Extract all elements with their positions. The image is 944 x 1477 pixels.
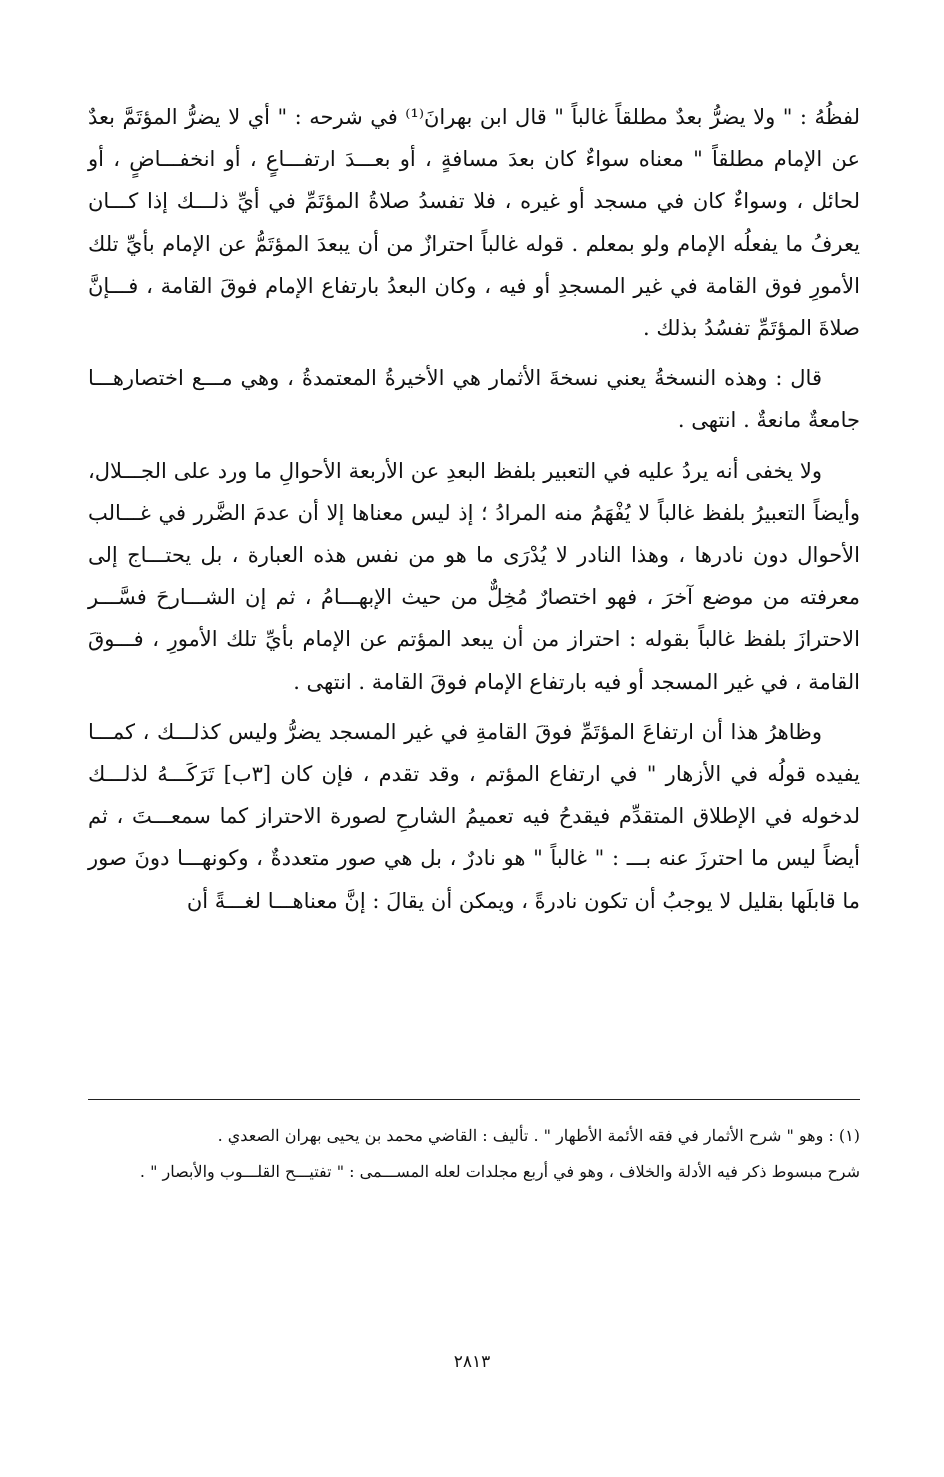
paragraph-2: قال : وهذه النسخةُ يعني نسخةَ الأثمار هي الأخيرةُ المعتمدةُ ، وهي مـــع اختصارهـــا جامعةٌ مانعةٌ . انتهى . — [88, 366, 860, 433]
paragraph-1: لفظُهُ : " ولا يضرُّ بعدٌ مطلقاً غالباً " قال ابن بهرانَ⁽¹⁾ في شرحه : " أي لا يضرُّ المؤتَمَّ بعدٌ عن الإمام مطلقاً " معناه سواءٌ كان بعدَ مسافةٍ ، أو بعـــدَ ارتفـــاعٍ ، أو انخفـــاضٍ ، أو لحائل ، وسواءٌ كان في مسجد أو غيره ، فلا تفسدُ صلاةُ المؤتَمِّ في أيِّ ذلـــك إذا كـــان يعرفُ ما يفعلُه الإمام ولو بمعلم . قوله غالباً احترازٌ من أن يبعدَ المؤتَمُّ عن الإمام بأيِّ تلك الأمورِ فوق القامة في غير المسجدِ أو فيه ، وكان البعدُ بارتفاع الإمام فوقَ القامة ، فـــإنَّ صلاةَ المؤتَمِّ تفسُدُ بذلك . — [88, 105, 861, 341]
page-number: ٢٨١٣ — [453, 1352, 491, 1372]
footnote-1: (١) : وهو " شرح الأثمار في فقه الأئمة الأطهار " . تأليف : القاضي محمد بن يحيى بهران الصعدي . — [217, 1126, 860, 1145]
footnotes — [88, 1118, 860, 1190]
paragraph-4: وظاهرُ هذا أن ارتفاعَ المؤتَمِّ فوقَ القامةِ في غير المسجد يضرُّ وليس كذلـــك ، كمـــا يفيده قولُه في الأزهار " في ارتفاع المؤتم ، وقد تقدم ، فإن كان [٣ب] تَرَكَـــهُ لذلـــك لدخوله في الإطلاق المتقدِّم فيقدحُ فيه تعميمُ الشارحِ لصورة الاحتراز كما سمعـــتَ ، ثم أيضاً ليس ما احترزَ عنه بـــ : " غالباً " هو نادرٌ ، بل هي صور متعددةٌ ، وكونهـــا دونَ صور ما قابلَها بقليل لا يوجبُ أن تكون نادرةً ، ويمكن أن يقالَ : إنَّ معناهـــا لغـــةً أن — [88, 719, 860, 913]
paragraph-3: ولا يخفى أنه يردُ عليه في التعبير بلفظ البعدِ عن الأربعة الأحوالِ ما ورد على الجـــلال، وأيضاً التعبيرُ بلفظ غالباً لا يُفْهَمُ منه المرادُ ؛ إذ ليس معناها إلا أن عدمَ الضَّرر في غـــالب الأحوال دون نادرها ، وهذا النادر لا يُدْرَى ما هو من نفس هذه العبارة ، بل يحتـــاج إلى معرفته من موضع آخرَ ، فهو اختصارٌ مُخِلٌّ من حيث الإبهـــامُ ، ثم إن الشـــارحَ فسَّـــر الاحترازَ بلفظ غالباً بقوله : احتراز من أن يبعد المؤتم عن الإمام بأيِّ تلك الأمورِ ، فـــوقَ القامة ، في غير المسجد أو فيه بارتفاع الإمام فوقَ القامة . انتهى . — [88, 458, 860, 694]
footnote-divider — [88, 1099, 860, 1100]
main-text — [88, 96, 860, 930]
footnote-1-continuation: شرح مبسوط ذكر فيه الأدلة والخلاف ، وهو في أربع مجلدات لعله المســـمى : " تفتيـــح القلـــوب والأبصار " . — [139, 1162, 860, 1181]
